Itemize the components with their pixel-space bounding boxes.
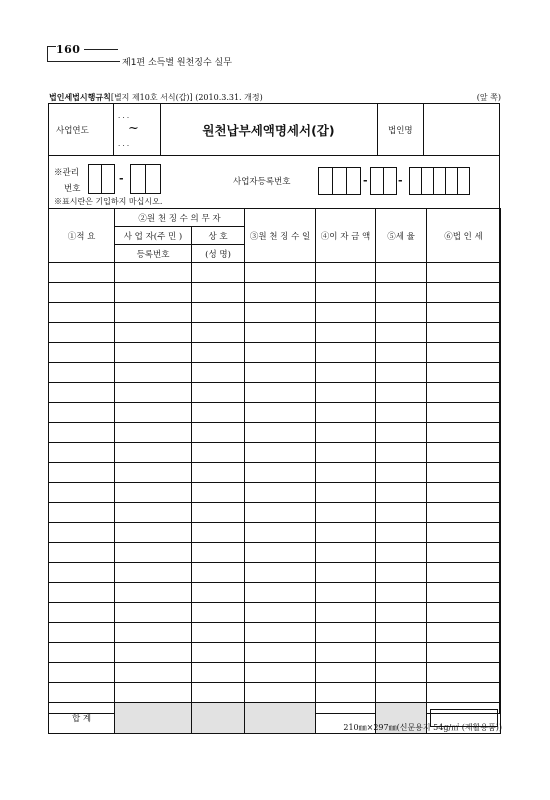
- header-rule: [84, 49, 118, 50]
- table-cell[interactable]: [427, 643, 501, 663]
- table-cell[interactable]: [316, 603, 376, 623]
- table-cell[interactable]: [192, 323, 245, 343]
- regno-dash-2: -: [398, 174, 403, 187]
- table-cell[interactable]: [316, 263, 376, 283]
- table-cell[interactable]: [245, 403, 316, 423]
- table-cell[interactable]: [115, 363, 192, 383]
- table-cell[interactable]: [316, 523, 376, 543]
- table-cell[interactable]: [316, 503, 376, 523]
- table-cell[interactable]: [245, 323, 316, 343]
- table-cell[interactable]: [192, 263, 245, 283]
- table-cell[interactable]: [245, 623, 316, 643]
- table-cell[interactable]: [49, 523, 115, 543]
- table-cell[interactable]: [316, 423, 376, 443]
- table-cell[interactable]: [376, 603, 427, 623]
- table-cell[interactable]: [115, 623, 192, 643]
- table-cell[interactable]: [245, 443, 316, 463]
- table-cell[interactable]: [245, 503, 316, 523]
- table-cell[interactable]: [115, 423, 192, 443]
- table-cell[interactable]: [49, 503, 115, 523]
- table-cell[interactable]: [115, 663, 192, 683]
- header-bracket: [47, 46, 56, 62]
- table-cell[interactable]: [192, 363, 245, 383]
- table-cell[interactable]: [316, 383, 376, 403]
- table-cell[interactable]: [192, 483, 245, 503]
- table-cell[interactable]: [115, 443, 192, 463]
- table-cell[interactable]: [427, 383, 501, 403]
- regno-digit-box[interactable]: [383, 167, 397, 195]
- table-cell[interactable]: [49, 543, 115, 563]
- page-number: 160: [56, 43, 81, 56]
- table-cell[interactable]: [192, 623, 245, 643]
- table-cell[interactable]: [376, 683, 427, 703]
- table-cell[interactable]: [192, 683, 245, 703]
- table-cell[interactable]: [427, 603, 501, 623]
- table-cell[interactable]: [427, 423, 501, 443]
- table-cell[interactable]: [427, 563, 501, 583]
- table-cell[interactable]: [49, 623, 115, 643]
- table-row: [49, 343, 501, 363]
- mgmt-digit-box[interactable]: [130, 164, 146, 194]
- table-cell[interactable]: [49, 683, 115, 703]
- table-row: [49, 383, 501, 403]
- table-cell[interactable]: [192, 523, 245, 543]
- table-cell[interactable]: [427, 463, 501, 483]
- table-cell[interactable]: [49, 583, 115, 603]
- table-cell[interactable]: [49, 323, 115, 343]
- table-cell[interactable]: [192, 283, 245, 303]
- table-cell[interactable]: [376, 563, 427, 583]
- table-cell[interactable]: [49, 363, 115, 383]
- table-cell[interactable]: [245, 583, 316, 603]
- table-cell[interactable]: [115, 343, 192, 363]
- divider: [48, 155, 500, 156]
- table-row: [49, 683, 501, 703]
- table-cell[interactable]: [245, 423, 316, 443]
- total-cell[interactable]: [192, 703, 245, 734]
- table-cell[interactable]: [115, 603, 192, 623]
- table-cell[interactable]: [376, 423, 427, 443]
- table-row: [49, 643, 501, 663]
- table-cell[interactable]: [376, 303, 427, 323]
- col-header-corporate-tax: ⑥법 인 세: [427, 209, 501, 263]
- table-cell[interactable]: [376, 283, 427, 303]
- col-header-tax-rate: ⑤세 율: [376, 209, 427, 263]
- mgmt-number-label-2: 번호: [64, 184, 81, 194]
- table-cell[interactable]: [192, 583, 245, 603]
- regno-digit-box[interactable]: [370, 167, 384, 195]
- table-cell[interactable]: [49, 383, 115, 403]
- total-cell[interactable]: [245, 703, 316, 734]
- table-cell[interactable]: [376, 463, 427, 483]
- form-title: 원천납부세액명세서(갑): [202, 123, 335, 138]
- table-cell[interactable]: [115, 503, 192, 523]
- table-cell[interactable]: [115, 283, 192, 303]
- table-cell[interactable]: [115, 383, 192, 403]
- table-cell[interactable]: [316, 483, 376, 503]
- table-cell[interactable]: [427, 323, 501, 343]
- table-cell[interactable]: [115, 403, 192, 423]
- table-cell[interactable]: [192, 303, 245, 323]
- table-cell[interactable]: [192, 643, 245, 663]
- mgmt-digit-box[interactable]: [101, 164, 115, 194]
- law-name: 법인세법시행규칙: [49, 93, 111, 102]
- table-cell[interactable]: [192, 563, 245, 583]
- table-cell[interactable]: [115, 683, 192, 703]
- col-header-summary: ①적 요: [49, 209, 115, 263]
- table-cell[interactable]: [376, 323, 427, 343]
- table-cell[interactable]: [245, 263, 316, 283]
- table-cell[interactable]: [245, 483, 316, 503]
- table-cell[interactable]: [245, 523, 316, 543]
- table-cell[interactable]: [316, 683, 376, 703]
- table-cell[interactable]: [192, 423, 245, 443]
- table-row: [49, 503, 501, 523]
- table-cell[interactable]: [49, 603, 115, 623]
- table-cell[interactable]: [49, 643, 115, 663]
- corp-name-label: 법인명: [388, 126, 413, 136]
- table-cell[interactable]: [376, 523, 427, 543]
- table-cell[interactable]: [427, 283, 501, 303]
- total-cell[interactable]: [115, 703, 192, 734]
- table-cell[interactable]: [427, 363, 501, 383]
- table-cell[interactable]: [245, 303, 316, 323]
- table-cell[interactable]: [376, 623, 427, 643]
- table-cell[interactable]: [49, 563, 115, 583]
- table-cell[interactable]: [49, 443, 115, 463]
- table-cell[interactable]: [376, 263, 427, 283]
- col-header-withholding-date: ③원 천 징 수 일: [245, 209, 316, 263]
- table-cell[interactable]: [49, 663, 115, 683]
- table-cell[interactable]: [115, 323, 192, 343]
- table-row: [49, 423, 501, 443]
- table-cell[interactable]: [245, 463, 316, 483]
- mgmt-dash: -: [119, 172, 124, 185]
- table-row: [49, 603, 501, 623]
- table-cell[interactable]: [316, 323, 376, 343]
- table-cell[interactable]: [316, 623, 376, 643]
- table-cell[interactable]: [427, 503, 501, 523]
- table-cell[interactable]: [316, 303, 376, 323]
- page-side-label: (앞 쪽): [476, 93, 501, 102]
- business-year-start: . . .: [118, 112, 130, 120]
- regno-digit-box[interactable]: [457, 167, 470, 195]
- col-header-regno: 사 업 자(주 민 ): [115, 227, 192, 245]
- table-cell[interactable]: [427, 623, 501, 643]
- table-cell[interactable]: [316, 283, 376, 303]
- table-cell[interactable]: [115, 303, 192, 323]
- table-row: [49, 543, 501, 563]
- regno-dash: -: [363, 174, 368, 187]
- table-cell[interactable]: [245, 283, 316, 303]
- table-cell[interactable]: [316, 343, 376, 363]
- table-cell[interactable]: [427, 523, 501, 543]
- table-cell[interactable]: [115, 483, 192, 503]
- table-cell[interactable]: [376, 503, 427, 523]
- table-cell[interactable]: [115, 643, 192, 663]
- mgmt-digit-box[interactable]: [88, 164, 102, 194]
- table-cell[interactable]: [245, 563, 316, 583]
- chapter-title: 제1편 소득별 원천징수 실무: [122, 58, 232, 68]
- table-cell[interactable]: [49, 283, 115, 303]
- table-cell[interactable]: [376, 543, 427, 563]
- table-cell[interactable]: [316, 583, 376, 603]
- table-cell[interactable]: [49, 343, 115, 363]
- table-row: [49, 663, 501, 683]
- table-cell[interactable]: [245, 343, 316, 363]
- table-cell[interactable]: [245, 643, 316, 663]
- col-header-company: 상 호: [192, 227, 245, 245]
- table-cell[interactable]: [316, 463, 376, 483]
- divider: [377, 103, 378, 155]
- business-year-tilde: ~: [128, 121, 139, 136]
- table-cell[interactable]: [316, 443, 376, 463]
- table-cell[interactable]: [245, 543, 316, 563]
- header-rule-bottom: [47, 61, 120, 62]
- business-regno-label: 사업자등록번호: [233, 177, 291, 187]
- withholding-tax-table: [48, 208, 501, 734]
- mgmt-number-label: ※관리: [54, 168, 79, 178]
- table-row: [49, 483, 501, 503]
- table-row: [49, 403, 501, 423]
- regno-digit-box[interactable]: [332, 167, 347, 195]
- table-row: [49, 363, 501, 383]
- table-cell[interactable]: [427, 543, 501, 563]
- table-cell[interactable]: [49, 483, 115, 503]
- table-cell[interactable]: [427, 683, 501, 703]
- table-cell[interactable]: [376, 363, 427, 383]
- table-cell[interactable]: [316, 403, 376, 423]
- table-row: [49, 283, 501, 303]
- table-cell[interactable]: [427, 343, 501, 363]
- table-cell[interactable]: [115, 263, 192, 283]
- table-cell[interactable]: [49, 463, 115, 483]
- form-reference: [49, 92, 263, 103]
- table-cell[interactable]: [427, 483, 501, 503]
- total-label: 합 계: [49, 703, 115, 734]
- col-header-regno-2: 등록번호: [115, 245, 192, 263]
- table-cell[interactable]: [49, 403, 115, 423]
- table-cell[interactable]: [49, 263, 115, 283]
- col-header-withholder: ②원 천 징 수 의 무 자: [115, 209, 245, 227]
- table-cell[interactable]: [427, 403, 501, 423]
- table-cell[interactable]: [192, 443, 245, 463]
- col-header-interest-amount: ④이 자 금 액: [316, 209, 376, 263]
- table-cell[interactable]: [376, 483, 427, 503]
- table-cell[interactable]: [316, 363, 376, 383]
- table-row: [49, 443, 501, 463]
- paper-spec: 210㎜×297㎜(신문용지 54g/㎡ (재활용품)): [343, 723, 502, 732]
- table-row: [49, 563, 501, 583]
- table-cell[interactable]: [192, 403, 245, 423]
- table-cell[interactable]: [316, 643, 376, 663]
- regno-digit-box[interactable]: [346, 167, 361, 195]
- table-cell[interactable]: [376, 443, 427, 463]
- mgmt-digit-box[interactable]: [145, 164, 161, 194]
- table-row: [49, 583, 501, 603]
- table-row: [49, 623, 501, 643]
- table-cell[interactable]: [115, 563, 192, 583]
- table-cell[interactable]: [245, 603, 316, 623]
- table-cell[interactable]: [192, 663, 245, 683]
- table-cell[interactable]: [49, 303, 115, 323]
- business-year-end: . . .: [118, 140, 130, 148]
- table-cell[interactable]: [376, 663, 427, 683]
- table-cell[interactable]: [192, 543, 245, 563]
- instruction-note: ※표시란은 기입하지 마십시오.: [54, 197, 163, 206]
- table-cell[interactable]: [376, 403, 427, 423]
- table-cell[interactable]: [376, 643, 427, 663]
- regno-digit-box[interactable]: [318, 167, 333, 195]
- table-cell[interactable]: [427, 443, 501, 463]
- table-cell[interactable]: [427, 263, 501, 283]
- table-cell[interactable]: [316, 663, 376, 683]
- table-cell[interactable]: [376, 343, 427, 363]
- table-row: [49, 523, 501, 543]
- table-cell[interactable]: [376, 583, 427, 603]
- col-header-company-2: (성 명): [192, 245, 245, 263]
- table-row: [49, 463, 501, 483]
- table-cell[interactable]: [245, 683, 316, 703]
- table-cell[interactable]: [245, 663, 316, 683]
- table-cell[interactable]: [376, 383, 427, 403]
- table-cell[interactable]: [192, 463, 245, 483]
- table-cell[interactable]: [49, 423, 115, 443]
- table-cell[interactable]: [192, 603, 245, 623]
- table-cell[interactable]: [245, 383, 316, 403]
- divider: [423, 103, 424, 155]
- table-row: [49, 323, 501, 343]
- table-cell[interactable]: [427, 663, 501, 683]
- table-row: [49, 303, 501, 323]
- table-cell[interactable]: [316, 563, 376, 583]
- table-cell[interactable]: [316, 543, 376, 563]
- table-cell[interactable]: [427, 583, 501, 603]
- form-number: [별지 제10호 서식(갑)] (2010.3.31. 개정): [110, 93, 263, 102]
- business-year-label: 사업연도: [56, 126, 89, 136]
- table-row: [49, 263, 501, 283]
- table-cell[interactable]: [192, 383, 245, 403]
- table-cell[interactable]: [115, 583, 192, 603]
- table-cell[interactable]: [427, 303, 501, 323]
- table-cell[interactable]: [115, 543, 192, 563]
- table-cell[interactable]: [115, 463, 192, 483]
- table-cell[interactable]: [192, 503, 245, 523]
- table-cell[interactable]: [245, 363, 316, 383]
- table-cell[interactable]: [192, 343, 245, 363]
- table-cell[interactable]: [115, 523, 192, 543]
- divider: [113, 103, 114, 155]
